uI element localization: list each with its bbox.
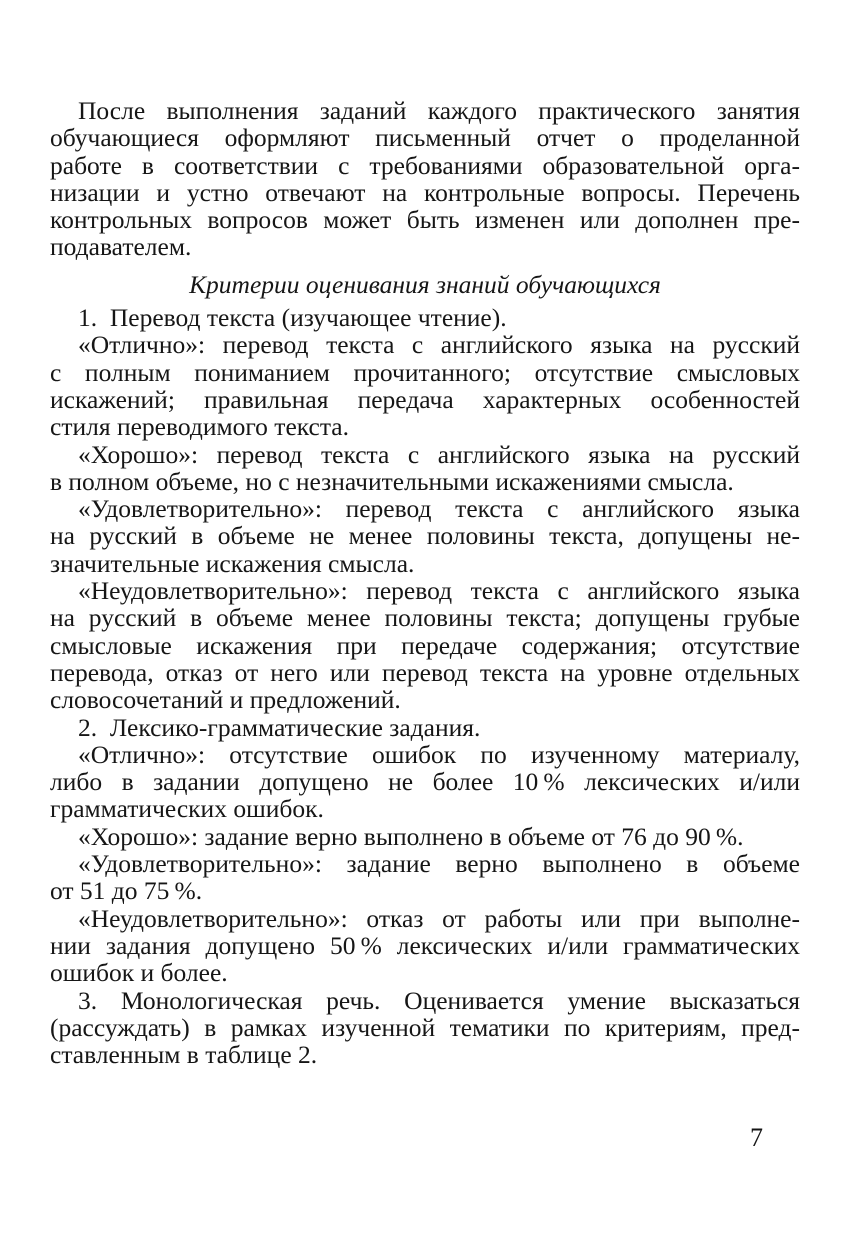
text-line: грамматических ошибок. xyxy=(50,794,324,824)
text-line: низации и устно отвечают на контрольные вопросы. Перечень xyxy=(50,177,800,207)
paragraph xyxy=(50,441,800,496)
text-line: обучающиеся оформляют письменный отчет о проделанной xyxy=(50,123,800,153)
text-line: в полном объеме, но с незначительными искажениями смысла. xyxy=(50,466,734,496)
text-line: искажений; правильная передача характерных особенностей xyxy=(50,384,800,414)
text-line: контрольных вопросов может быть изменен или дополнен пре- xyxy=(50,205,800,235)
text-line: (рассуждать) в рамках изученной тематики по критериям, пред- xyxy=(50,1012,800,1042)
text-line: словосочетаний и предложений. xyxy=(50,685,401,715)
text-line: ставленным в таблице 2. xyxy=(50,1040,318,1070)
text-line: либо в задании допущено не более 10 % лексических и/или xyxy=(50,767,800,797)
paragraph xyxy=(50,741,800,823)
text-line: 2. Лексико-грамматические задания. xyxy=(78,712,481,742)
text-line: работе в соответствии с требованиями образовательной орга- xyxy=(50,150,800,180)
text-line: перевода, отказ от него или перевод текста на уровне отдельных xyxy=(50,657,800,687)
text-line: «Неудовлетворительно»: перевод текста с английского языка xyxy=(78,576,800,606)
text-line: «Хорошо»: задание верно выполнено в объеме от 76 до 90 %. xyxy=(78,821,744,851)
paragraph xyxy=(50,97,800,261)
text-line: 1. Перевод текста (изучающее чтение). xyxy=(78,303,507,333)
paragraph xyxy=(50,714,800,741)
text-block xyxy=(50,97,800,1068)
text-line: «Хорошо»: перевод текста с английского языка на русский xyxy=(78,439,800,469)
text-line: 3. Монологическая речь. Оценивается умение высказаться xyxy=(78,985,800,1015)
text-line: значительные искажения смысла. xyxy=(50,548,415,578)
paragraph xyxy=(50,331,800,440)
text-line: нии задания допущено 50 % лексических и/или грамматических xyxy=(50,930,800,960)
text-line: После выполнения заданий каждого практического занятия xyxy=(78,96,800,125)
text-line: Критерии оценивания знаний обучающихся xyxy=(189,269,661,299)
text-line: «Отлично»: отсутствие ошибок по изученному материалу, xyxy=(78,739,800,769)
paragraph xyxy=(50,304,800,331)
paragraph xyxy=(50,850,800,905)
text-line: «Неудовлетворительно»: отказ от работы или при выполне- xyxy=(78,903,800,933)
paragraph xyxy=(50,987,800,1069)
section-heading xyxy=(50,271,800,298)
text-line: подавателем. xyxy=(50,232,192,262)
page-number: 7 xyxy=(750,1123,763,1152)
paragraph xyxy=(50,577,800,713)
text-line: стиля переводимого текста. xyxy=(50,412,349,442)
text-line: ошибок и более. xyxy=(50,958,228,988)
text-line: смысловые искажения при передаче содержания; отсутствие xyxy=(50,630,800,660)
text-line: «Удовлетворительно»: задание верно выполнено в объеме xyxy=(78,849,800,879)
text-line: «Удовлетворительно»: перевод текста с английского языка xyxy=(78,494,800,524)
text-line: на русский в объеме не менее половины текста, допущены не- xyxy=(50,521,800,551)
text-line: с полным пониманием прочитанного; отсутствие смысловых xyxy=(50,357,800,387)
text-line: от 51 до 75 %. xyxy=(50,876,203,906)
text-line: «Отлично»: перевод текста с английского языка на русский xyxy=(78,330,800,360)
paragraph xyxy=(50,823,800,850)
text-line: на русский в объеме менее половины текста; допущены грубые xyxy=(50,603,800,633)
paragraph xyxy=(50,495,800,577)
paragraph xyxy=(50,905,800,987)
